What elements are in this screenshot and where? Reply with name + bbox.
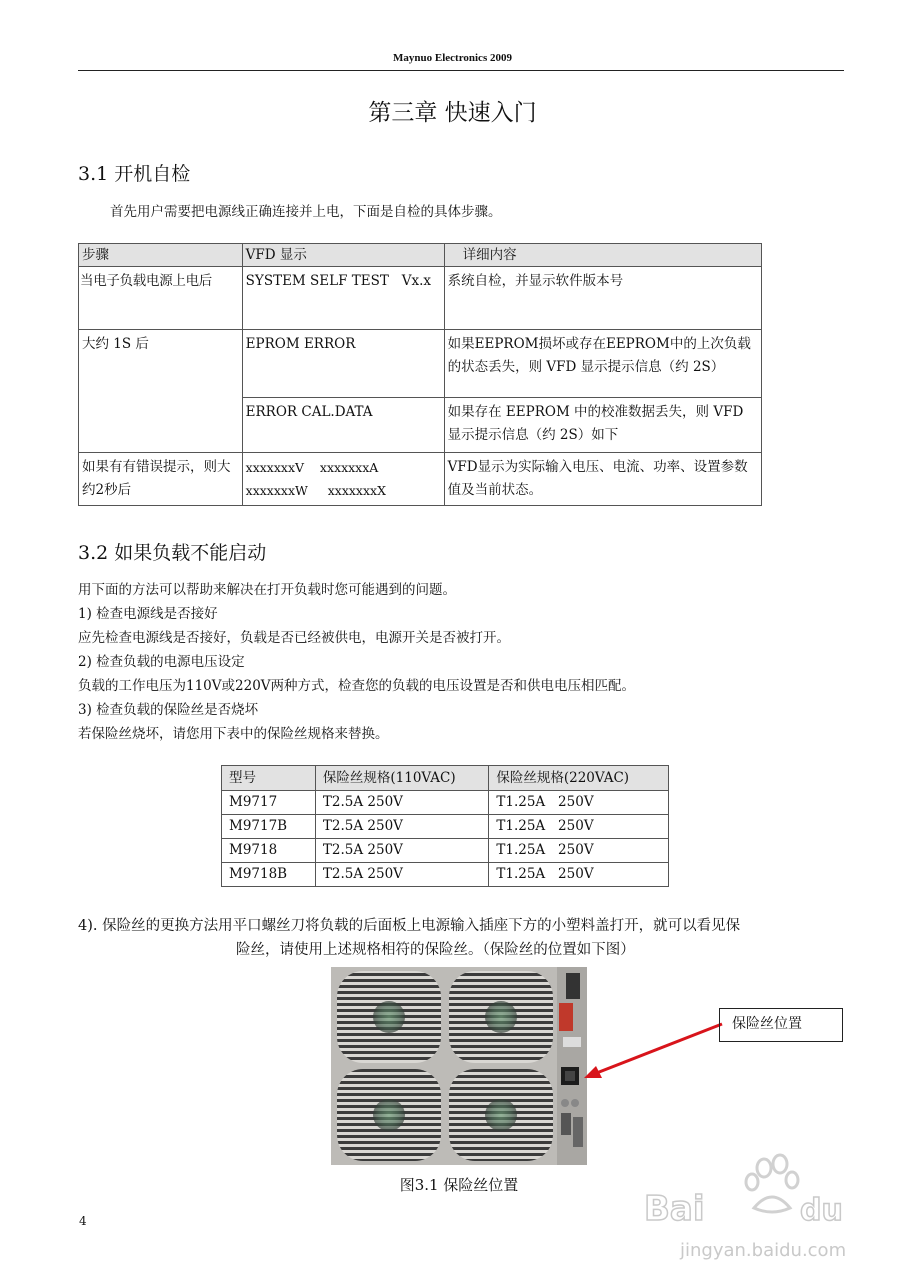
table-row: [222, 791, 669, 815]
step-2-text: 负载的工作电压为110V或220V两种方式，检查您的负载的电压设置是否和供电电压相匹配。: [78, 678, 636, 694]
figure-caption: 图3.1 保险丝位置: [399, 1176, 519, 1194]
vfd-line-1: xxxxxxxV xxxxxxxA: [245, 460, 379, 475]
section-heading-3-2: 3.2 如果负载不能启动: [78, 542, 267, 564]
vfd-cell: SYSTEM SELF TEST Vx.x: [242, 267, 444, 330]
step-cell: 如果有有错误提示，则大约2秒后: [79, 453, 243, 506]
page-number: 4: [79, 1214, 87, 1228]
callout-arrow-icon: [580, 1020, 725, 1082]
step-1-text: 应先检查电源线是否接好，负载是否已经被供电，电源开关是否被打开。: [78, 630, 510, 646]
table-row: [79, 267, 762, 330]
header-cell-detail: 详细内容: [444, 244, 761, 267]
page-header: Maynuo Electronics 2009: [393, 52, 512, 64]
svg-text:jingyan.baidu.com: jingyan.baidu.com: [680, 1240, 847, 1261]
fuse-220v-cell: T1.25A 250V: [489, 839, 669, 863]
table-row: [222, 839, 669, 863]
fuse-spec-table: [221, 765, 669, 887]
fuse-110v-cell: T2.5A 250V: [315, 815, 488, 839]
fan-grille: [337, 1069, 441, 1161]
detail-cell: 系统自检，并显示软件版本号: [444, 267, 761, 330]
section-intro: 首先用户需要把电源线正确连接并上电，下面是自检的具体步骤。: [110, 204, 502, 220]
header-cell-220v: 保险丝规格(220VAC): [489, 766, 669, 791]
detail-cell: VFD显示为实际输入电压、电流、功率、设置参数值及当前状态。: [444, 453, 761, 506]
header-rule: [78, 70, 844, 71]
svg-text:Bai: Bai: [644, 1189, 705, 1229]
step-cell: 大约 1S 后: [79, 330, 243, 453]
table-header-row: [222, 766, 669, 791]
vfd-cell: ERROR CAL.DATA: [242, 398, 444, 453]
detail-cell: 如果存在 EEPROM 中的校准数据丢失，则 VFD 显示提示信息（约 2S）如下: [444, 398, 761, 453]
red-terminal: [559, 1003, 573, 1031]
step-3-text: 若保险丝烧坏，请您用下表中的保险丝规格来替换。: [78, 726, 389, 742]
svg-text:du: du: [800, 1193, 843, 1228]
model-cell: M9717: [222, 791, 316, 815]
fan-grille: [337, 971, 441, 1063]
vfd-cell: [242, 453, 444, 506]
header-cell-step: 步骤: [79, 244, 243, 267]
vfd-line-2: xxxxxxxW xxxxxxxX: [245, 483, 386, 498]
troubleshoot-intro: 用下面的方法可以帮助来解决在打开负载时您可能遇到的问题。: [78, 582, 456, 598]
model-cell: M9717B: [222, 815, 316, 839]
fuse-110v-cell: T2.5A 250V: [315, 839, 488, 863]
vfd-cell: EPROM ERROR: [242, 330, 444, 398]
step-3-title: 3) 检查负载的保险丝是否烧坏: [78, 702, 259, 718]
fan-grille: [449, 971, 553, 1063]
fuse-220v-cell: T1.25A 250V: [489, 791, 669, 815]
step-1-title: 1) 检查电源线是否接好: [78, 606, 218, 622]
table-row: [222, 815, 669, 839]
rear-panel-illustration: [331, 967, 587, 1165]
fuse-110v-cell: T2.5A 250V: [315, 863, 488, 887]
header-cell-model: 型号: [222, 766, 316, 791]
step-cell: 当电子负载电源上电后: [79, 267, 243, 330]
self-test-table: [78, 243, 762, 506]
step-2-title: 2) 检查负载的电源电压设定: [78, 654, 245, 670]
model-cell: M9718B: [222, 863, 316, 887]
table-header-row: [79, 244, 762, 267]
table-row: [79, 330, 762, 398]
baidu-watermark-logo: [640, 1150, 890, 1270]
step-4-line-1: 4). 保险丝的更换方法用平口螺丝刀将负载的后面板上电源输入插座下方的小塑料盖打开，就可以看见保: [78, 918, 741, 934]
fan-grille: [449, 1069, 553, 1161]
detail-cell: 如果EEPROM损坏或存在EEPROM中的上次负载的状态丢失，则 VFD 显示提示信息（约 2S）: [444, 330, 761, 398]
chapter-title: 第三章 快速入门: [368, 100, 537, 126]
fuse-location-callout: 保险丝位置: [719, 1008, 843, 1042]
header-cell-110v: 保险丝规格(110VAC): [315, 766, 488, 791]
table-row: [222, 863, 669, 887]
fuse-220v-cell: T1.25A 250V: [489, 815, 669, 839]
header-cell-vfd: VFD 显示: [242, 244, 444, 267]
step-4-line-2: 险丝，请使用上述规格相符的保险丝。（保险丝的位置如下图）: [236, 942, 635, 958]
table-row: [79, 453, 762, 506]
section-heading-3-1: 3.1 开机自检: [78, 163, 191, 185]
fuse-110v-cell: T2.5A 250V: [315, 791, 488, 815]
rear-panel-photo: [331, 967, 587, 1165]
fuse-220v-cell: T1.25A 250V: [489, 863, 669, 887]
model-cell: M9718: [222, 839, 316, 863]
